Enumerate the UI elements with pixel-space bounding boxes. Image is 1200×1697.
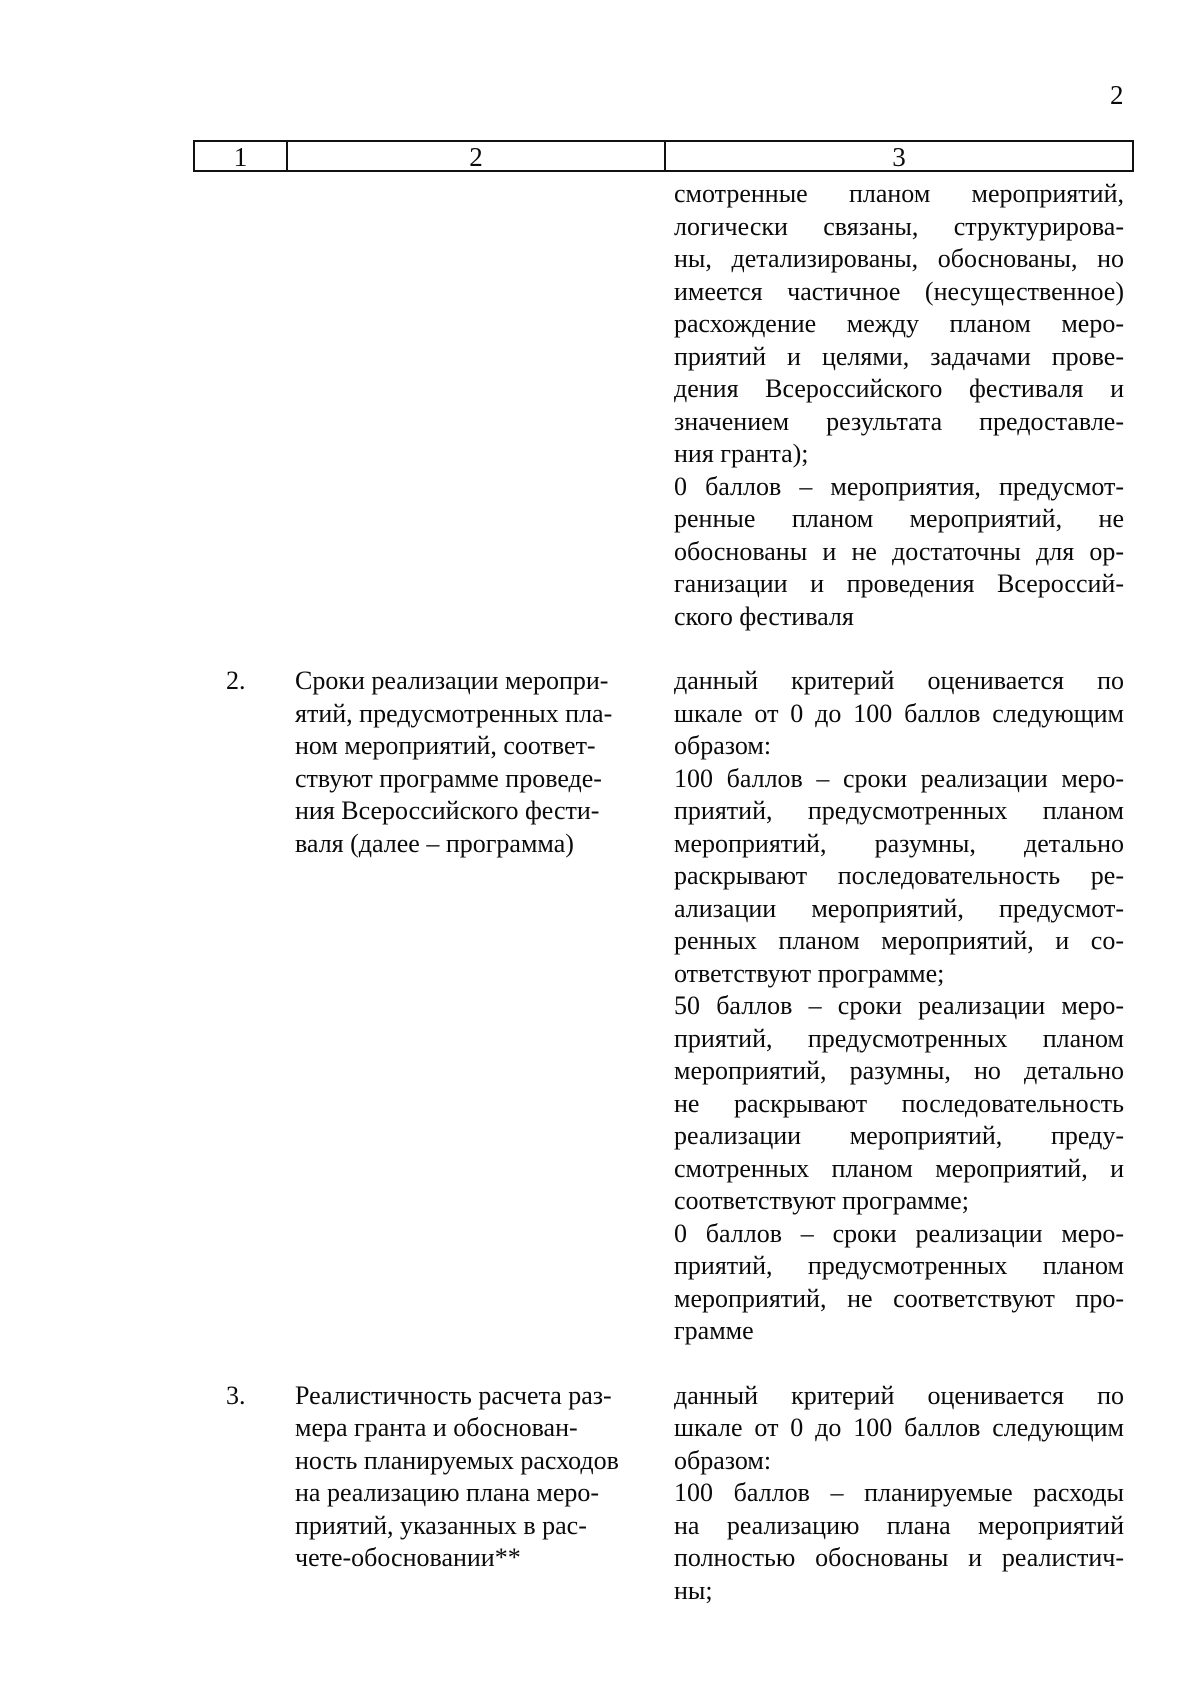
criterion-description	[674, 1380, 1124, 1608]
description-line: на реализацию плана мероприятий	[674, 1510, 1124, 1540]
description-line: дения Всероссийского фестиваля и	[674, 374, 1124, 403]
table-header-col-3: 3	[892, 141, 906, 172]
description-line: ния гранта);	[674, 439, 809, 468]
page-number: 2	[1110, 80, 1124, 110]
table-header-col-2: 2	[288, 142, 666, 170]
description-line: имеется частичное (несущественное)	[674, 276, 1124, 306]
description-line: ны;	[674, 1575, 713, 1605]
description-line: 50 баллов – сроки реализации меро-	[674, 991, 1124, 1020]
description-line: данный критерий оценивается по	[674, 1380, 1124, 1410]
table-row	[0, 1380, 1200, 1608]
description-line: 0 баллов – мероприятия, предусмот-	[674, 471, 1124, 501]
description-line: 100 баллов – планируемые расходы	[674, 1478, 1124, 1507]
description-line: образом:	[674, 1445, 772, 1475]
description-line: значением результата предоставле-	[674, 406, 1124, 436]
description-line: ганизации и проведения Всероссий-	[674, 569, 1124, 598]
description-line: ны, детализированы, обоснованы, но	[674, 244, 1124, 273]
criterion-description	[674, 178, 1124, 633]
description-line: логически связаны, структурирова-	[674, 211, 1124, 241]
description-line: реализации мероприятий, преду-	[674, 1121, 1124, 1150]
description-line: мероприятий, не соответствуют про-	[674, 1283, 1124, 1313]
row-number: 2.	[226, 666, 246, 695]
description-line: ализации мероприятий, предусмот-	[674, 893, 1124, 923]
description-line: ского фестиваля	[674, 601, 854, 631]
description-line: ответствуют программе;	[674, 958, 945, 988]
description-line: мероприятий, разумны, детально	[674, 828, 1124, 858]
description-line: данный критерий оценивается по	[674, 666, 1124, 695]
description-line: обоснованы и не достаточны для ор-	[674, 536, 1124, 566]
criterion-description	[674, 665, 1124, 1348]
description-line: смотренных планом мероприятий, и	[674, 1153, 1124, 1183]
description-line: не раскрывают последовательность	[674, 1088, 1124, 1118]
description-line: смотренные планом мероприятий,	[674, 179, 1124, 208]
criterion-text: Реалистичность расчета раз- мера гранта и обоснован- ность планируемых расходов на реализацию плана меро- приятий, указанных в рас- чете-обосновании**	[295, 1380, 619, 1572]
description-line: расхождение между планом меро-	[674, 309, 1124, 338]
description-line: шкале от 0 до 100 баллов следующим	[674, 1413, 1124, 1442]
description-line: приятий и целями, задачами прове-	[674, 341, 1124, 371]
description-line: раскрывают последовательность ре-	[674, 861, 1124, 890]
description-line: соответствуют программе;	[674, 1186, 969, 1215]
table-row	[0, 665, 1200, 1348]
table-row	[0, 178, 1200, 633]
description-line: образом:	[674, 731, 772, 760]
description-line: ренные планом мероприятий, не	[674, 504, 1124, 533]
table-body	[0, 178, 1200, 1607]
description-line: шкале от 0 до 100 баллов следующим	[674, 698, 1124, 728]
description-line: полностью обоснованы и реалистич-	[674, 1543, 1124, 1572]
description-line: приятий, предусмотренных планом	[674, 1251, 1124, 1280]
row-number: 3.	[226, 1380, 246, 1410]
description-line: 100 баллов – сроки реализации меро-	[674, 763, 1124, 793]
criterion-text: Сроки реализации меропри- ятий, предусмотренных пла- ном мероприятий, соответ- ствуют программе проведе- ния Всероссийского фести- валя (далее – программа)	[295, 666, 613, 858]
description-line: приятий, предусмотренных планом	[674, 796, 1124, 825]
table-header-col-1: 1	[195, 142, 288, 170]
description-line: 0 баллов – сроки реализации меро-	[674, 1218, 1124, 1248]
description-line: грамме	[674, 1316, 754, 1345]
description-line: мероприятий, разумны, но детально	[674, 1056, 1124, 1085]
description-line: ренных планом мероприятий, и со-	[674, 926, 1124, 955]
table-header-row	[193, 140, 1134, 172]
description-line: приятий, предусмотренных планом	[674, 1023, 1124, 1053]
